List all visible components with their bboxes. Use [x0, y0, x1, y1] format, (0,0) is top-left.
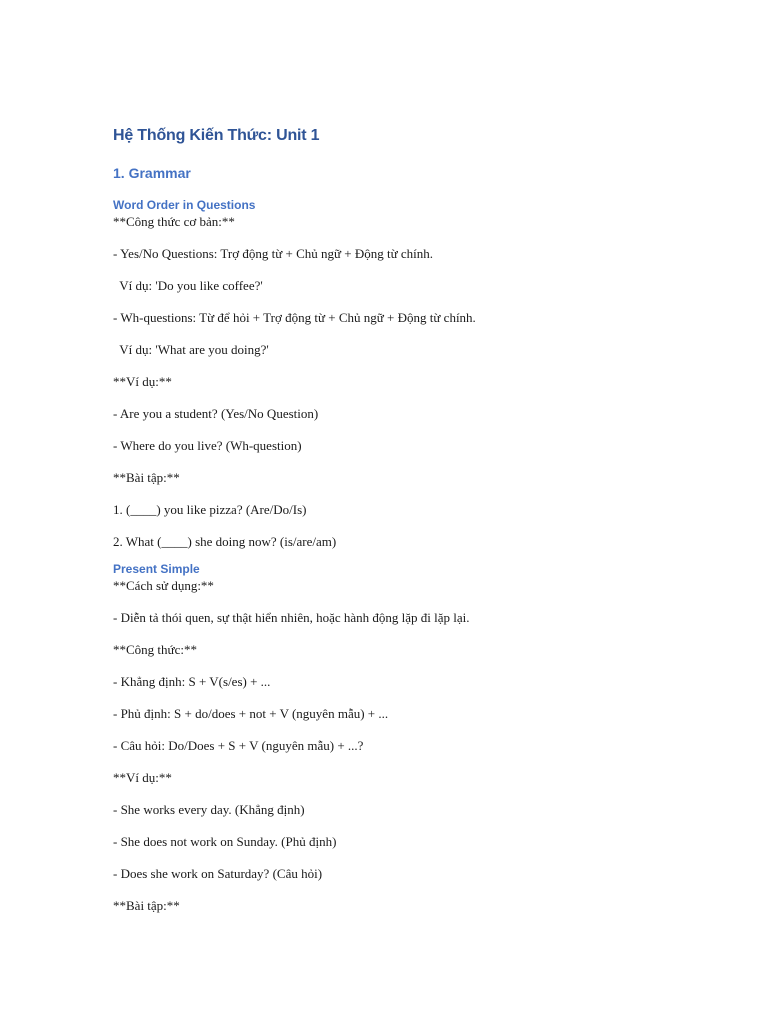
paragraph: **Bài tập:**: [113, 898, 180, 913]
paragraph: - Câu hỏi: Do/Does + S + V (nguyên mẫu) + ...?: [113, 738, 364, 753]
paragraph: - Khẳng định: S + V(s/es) + ...: [113, 674, 271, 689]
paragraph: Ví dụ: 'Do you like coffee?': [113, 278, 263, 293]
paragraph: - Where do you live? (Wh-question): [113, 438, 302, 453]
subsection-heading-word-order: Word Order in Questions: [113, 198, 256, 212]
paragraph: - She does not work on Sunday. (Phủ định): [113, 834, 337, 849]
paragraph: - Diễn tả thói quen, sự thật hiển nhiên, hoặc hành động lặp đi lặp lại.: [113, 610, 470, 625]
paragraph: - She works every day. (Khẳng định): [113, 802, 305, 817]
paragraph: - Does she work on Saturday? (Câu hỏi): [113, 866, 323, 881]
paragraph: 2. What (____) she doing now? (is/are/am): [113, 534, 337, 549]
paragraph: **Công thức:**: [113, 642, 197, 657]
paragraph: **Công thức cơ bản:**: [113, 214, 235, 229]
paragraph: **Ví dụ:**: [113, 770, 172, 785]
paragraph: **Bài tập:**: [113, 470, 180, 485]
paragraph: - Yes/No Questions: Trợ động từ + Chủ ngữ + Động từ chính.: [113, 246, 434, 261]
document-title: Hệ Thống Kiến Thức: Unit 1: [113, 127, 320, 144]
paragraph: 1. (____) you like pizza? (Are/Do/Is): [113, 502, 307, 517]
paragraph: **Ví dụ:**: [113, 374, 172, 389]
paragraph: Ví dụ: 'What are you doing?': [113, 342, 269, 357]
section-heading-grammar: 1. Grammar: [113, 165, 191, 181]
paragraph: - Phủ định: S + do/does + not + V (nguyên mẫu) + ...: [113, 706, 389, 721]
paragraph: **Cách sử dụng:**: [113, 578, 214, 593]
document-content: [113, 124, 673, 916]
subsection-heading-present-simple: Present Simple: [113, 562, 200, 576]
paragraph: - Are you a student? (Yes/No Question): [113, 406, 319, 421]
paragraph: - Wh-questions: Từ để hỏi + Trợ động từ + Chủ ngữ + Động từ chính.: [113, 310, 476, 325]
